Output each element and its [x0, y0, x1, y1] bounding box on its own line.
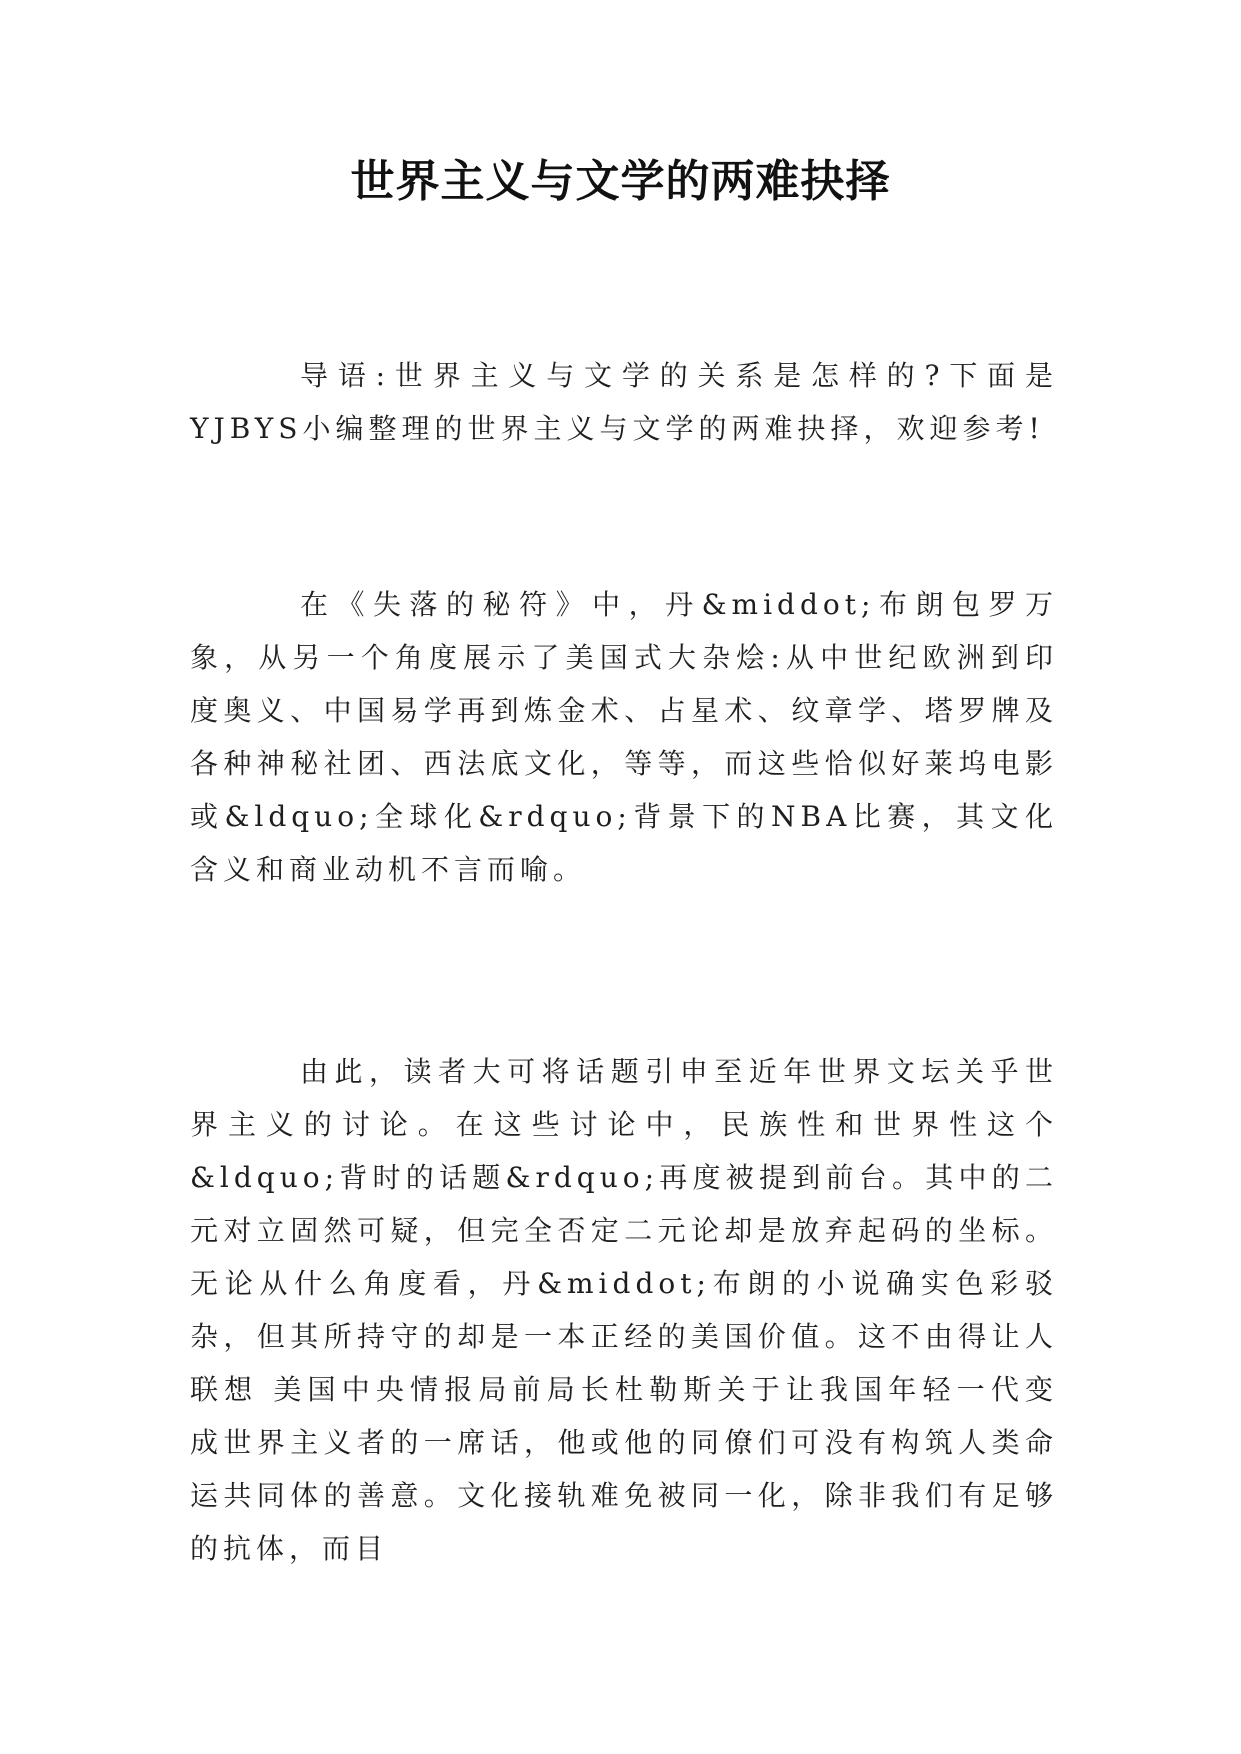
- body-paragraph: 在《失落的秘符》中，丹&middot;布朗包罗万象，从另一个角度展示了美国式大杂烩:从中世纪欧洲到印度奥义、中国易学再到炼金术、占星术、纹章学、塔罗牌及各种神秘社团、西法底文化，等等，而这些恰似好莱坞电影或&ldquo;全球化&rdquo;背景下的NBA比赛，其文化含义和商业动机不言而喻。: [190, 588, 1058, 886]
- intro-paragraph: 导语:世界主义与文学的关系是怎样的?下面是YJBYS小编整理的世界主义与文学的两难抉择，欢迎参考!: [190, 359, 1058, 445]
- body-paragraph: 由此，读者大可将话题引申至近年世界文坛关乎世界主义的讨论。在这些讨论中，民族性和世界性这个&ldquo;背时的话题&rdquo;再度被提到前台。其中的二元对立固然可疑，但完全否定二元论却是放弃起码的坐标。无论从什么角度看，丹&middot;布朗的小说确实色彩驳杂，但其所持守的却是一本正经的美国价值。这不由得让人联想 美国中央情报局前局长杜勒斯关于让我国年轻一代变成世界主义者的一席话，他或他的同僚们可没有构筑人类命运共同体的善意。文化接轨难免被同一化，除非我们有足够的抗体，而目: [190, 1055, 1058, 1565]
- document-title: 世界主义与文学的两难抉择: [350, 156, 891, 207]
